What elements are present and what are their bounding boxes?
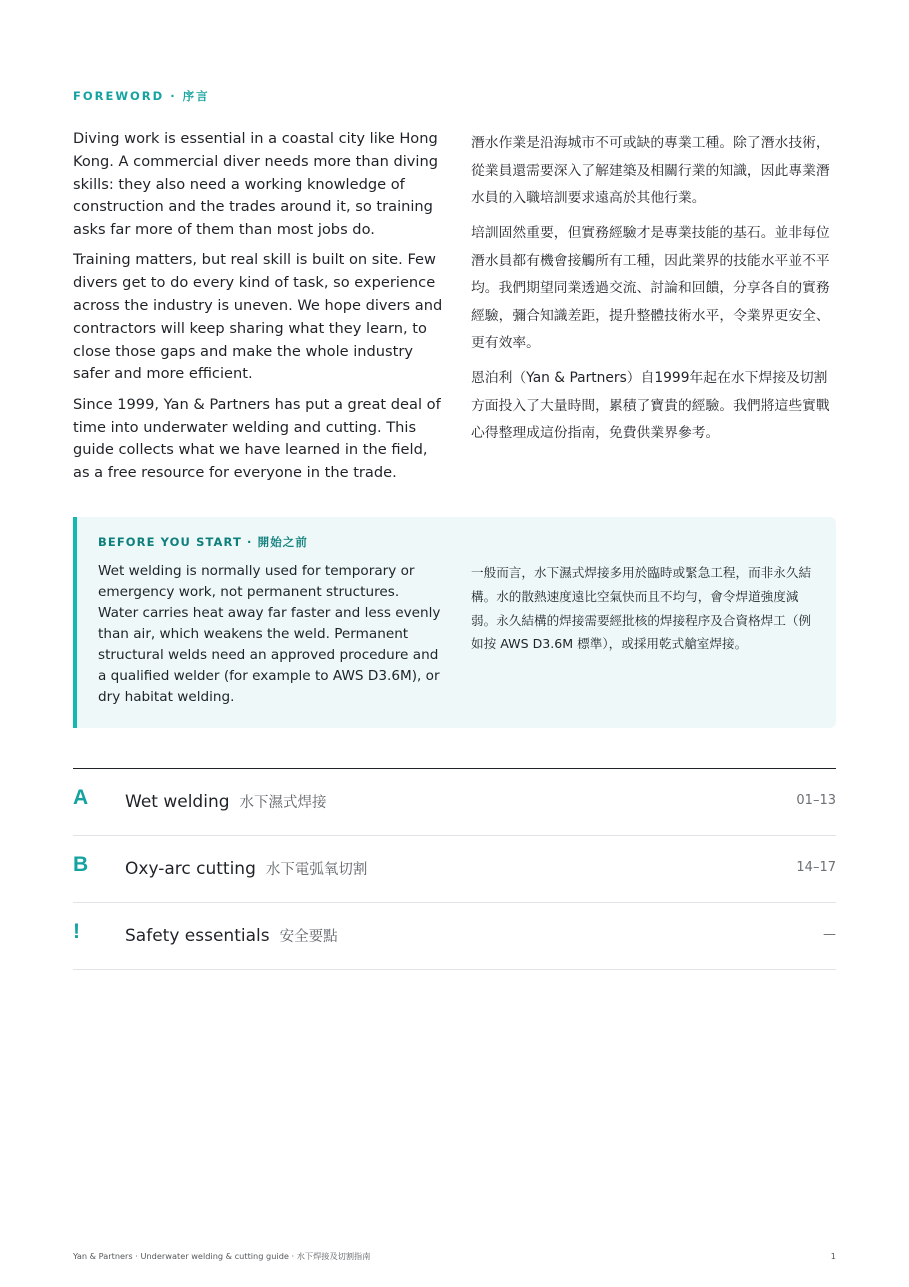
toc-marker: ! [73,920,80,943]
toc-title [125,925,338,946]
table-of-contents [73,768,836,970]
toc-title [125,858,367,879]
toc-title-zh: 水下濕式焊接 [239,795,327,811]
toc-item-wet-welding[interactable] [73,769,836,836]
foreword-en-paragraph: Diving work is essential in a coastal city like Hong Kong. A commercial diver needs more than diving skills: they also need a working knowledge of construction and the trades around it, so training asks far more of them than most jobs do. [73,130,438,239]
callout-english-text: Wet welding is normally used for temporary or emergency work, not permanent structures. Water carries heat away far faster and less evenly than air, which weakens the weld. Permanent structural welds need an approved procedure and a qualified welder (for example to AWS D3.6M), or dry habitat welding. [98,563,441,705]
foreword-eyebrow: FOREWORD · 序言 [73,89,210,103]
foreword-en-paragraph: Since 1999, Yan & Partners has put a great deal of time into underwater welding and cutting. This guide collects what we have learned in the field, as a free resource for everyone in the trade. [73,395,441,482]
toc-title-en: Oxy-arc cutting [125,859,256,879]
foreword-chinese [471,130,836,455]
toc-item-safety-essentials[interactable] [73,903,836,970]
page-number: 1 [830,1251,836,1261]
foreword-en-paragraph: Training matters, but real skill is built on site. Few divers get to do every kind of task, so experience across the industry is uneven. We hope divers and contractors will keep sharing what they learn, to close those gaps and make the whole industry safer and more efficient. [73,251,443,383]
toc-title-zh: 安全要點 [279,929,338,945]
toc-pages: 01–13 [796,793,836,808]
toc-pages: — [823,927,836,942]
toc-pages: 14–17 [796,860,836,875]
toc-title-en: Wet welding [125,792,230,812]
toc-title-en: Safety essentials [125,926,270,946]
toc-marker: A [73,786,89,809]
foreword-english [73,128,443,492]
toc-item-oxy-arc-cutting[interactable] [73,836,836,903]
callout-chinese-text: 一般而言，水下濕式焊接多用於臨時或緊急工程，而非永久結構。水的散熱速度遠比空氣快而且不均勻，會令焊道強度減弱。永久結構的焊接需要經批核的焊接程序及合資格焊工（例如按 AWS D3.6M 標準），或採用乾式艙室焊接。 [471,565,812,652]
toc-marker: B [73,853,89,876]
foreword-zh-paragraph: 培訓固然重要，但實務經驗才是專業技能的基石。並非每位潛水員都有機會接觸所有工種，因此業界的技能水平並不平均。我們期望同業透過交流、討論和回饋，分享各自的實務經驗，彌合知識差距，提升整體技術水平，令業界更安全、更有效率。 [471,225,830,351]
page-footer: Yan & Partners · Underwater welding & cutting guide · 水下焊接及切割指南 [73,1251,371,1261]
toc-title-zh: 水下電弧氧切割 [265,862,368,878]
before-you-start-callout [73,517,836,728]
foreword-zh-paragraph: 恩泊利（Yan & Partners）自1999年起在水下焊接及切割方面投入了大量時間，累積了寶貴的經驗。我們將這些實戰心得整理成這份指南，免費供業界參考。 [471,370,830,441]
foreword-zh-paragraph: 潛水作業是沿海城市不可或缺的專業工種。除了潛水技術，從業員還需要深入了解建築及相關行業的知識，因此專業潛水員的入職培訓要求遠高於其他行業。 [471,135,830,206]
callout-title: BEFORE YOU START · 開始之前 [98,535,308,549]
toc-title [125,791,327,812]
